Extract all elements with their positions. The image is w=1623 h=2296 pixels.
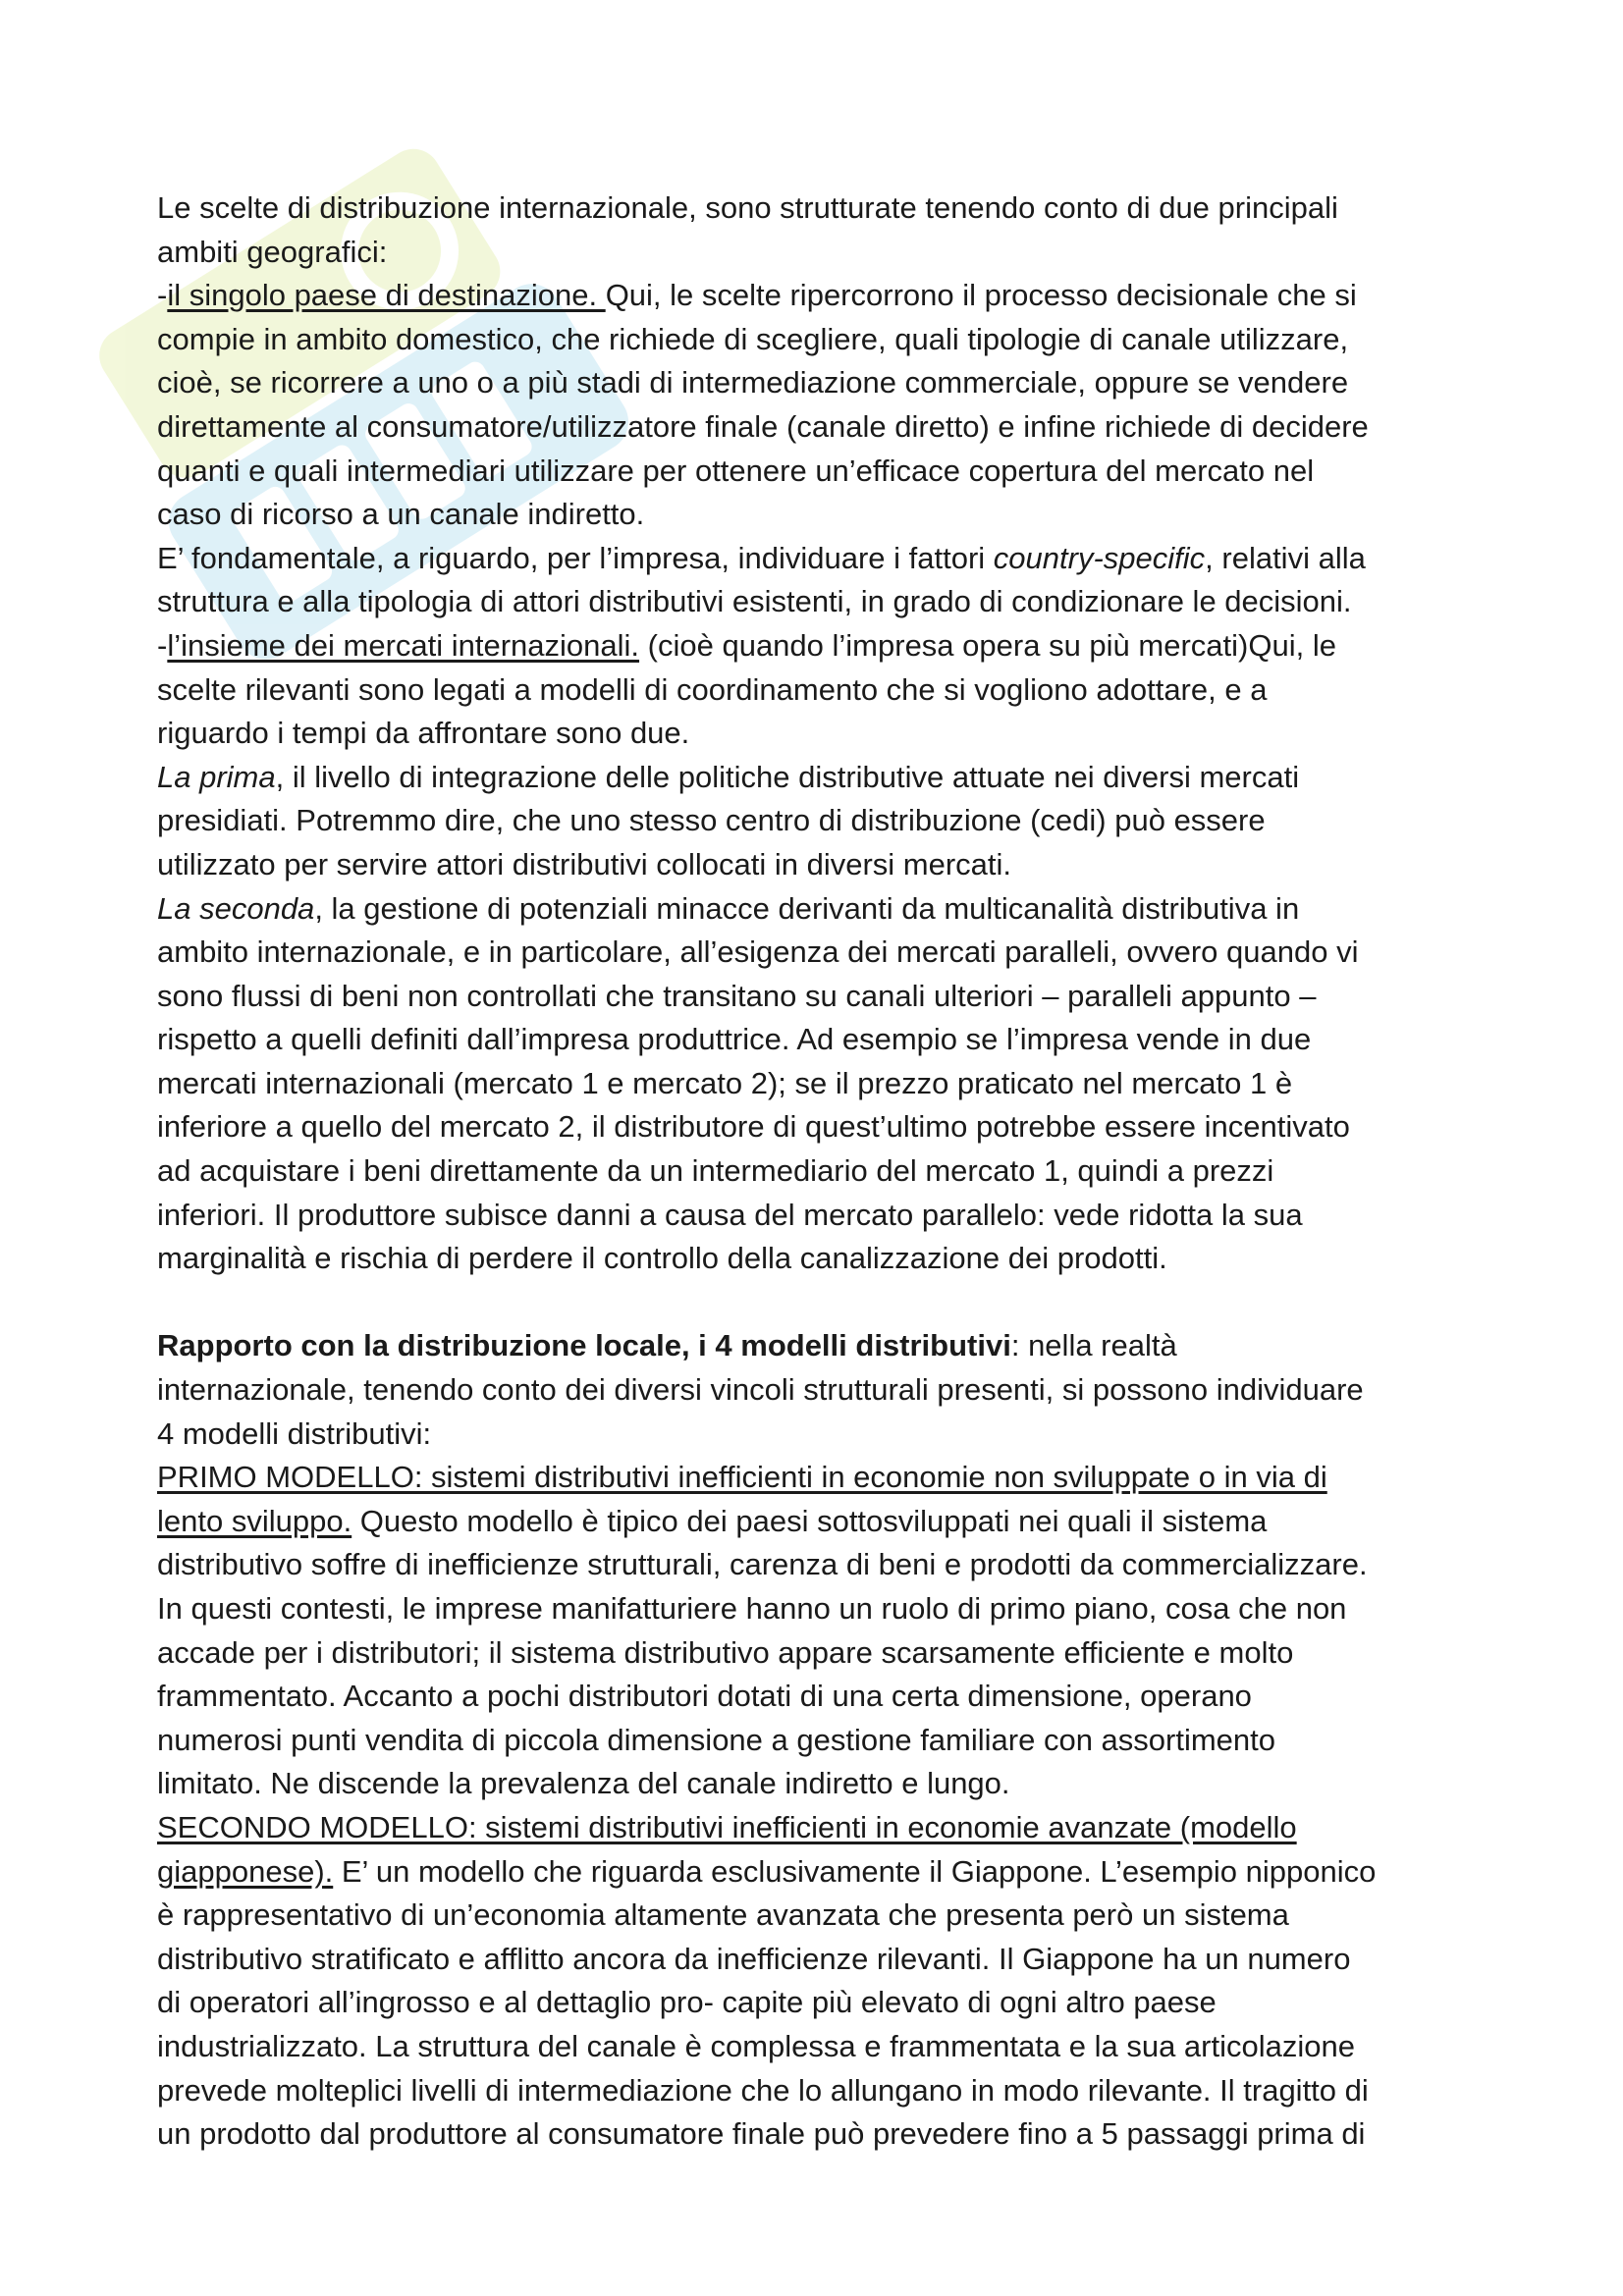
text-line: utilizzato per servire attori distributivi collocati in diversi mercati. — [157, 846, 1012, 881]
text-line: La seconda, la gestione di potenziali minacce derivanti da multicanalità distributiva in — [157, 890, 1300, 926]
text-line: ad acquistare i beni direttamente da un intermediario del mercato 1, quindi a prezzi — [157, 1153, 1274, 1189]
text-line: cioè, se ricorrere a uno o a più stadi di intermediazione commerciale, oppure se vendere — [157, 365, 1349, 400]
text-line: inferiore a quello del mercato 2, il distributore di quest’ultimo potrebbe essere incentivato — [157, 1109, 1350, 1145]
text-line: lento sviluppo. Questo modello è tipico dei paesi sottosviluppati nei quali il sistema — [157, 1503, 1268, 1538]
text-line: Le scelte di distribuzione internazionale, sono strutturate tenendo conto di due principali — [157, 190, 1338, 225]
text-line: direttamente al consumatore/utilizzatore finale (canale diretto) e infine richiede di decidere — [157, 408, 1369, 444]
model-heading: lento sviluppo. — [157, 1503, 352, 1538]
text-line: internazionale, tenendo conto dei diversi vincoli strutturali presenti, si possono individuare — [157, 1372, 1364, 1408]
text-line: 4 modelli distributivi: — [157, 1415, 432, 1451]
text-line: è rappresentativo di un’economia altamente avanzata che presenta però un sistema — [157, 1897, 1289, 1933]
text-line: ambito internazionale, e in particolare, all’esigenza dei mercati paralleli, ovvero quando vi — [157, 934, 1359, 970]
model-heading: SECONDO MODELLO: sistemi distributivi inefficienti in economie avanzate (modello — [157, 1809, 1297, 1844]
text-line: In questi contesti, le imprese manifatturiere hanno un ruolo di primo piano, cosa che non — [157, 1591, 1347, 1626]
text-line: distributivo soffre di inefficienze strutturali, carenza di beni e prodotti da commercializzare. — [157, 1547, 1368, 1582]
text-line: un prodotto dal produttore al consumatore finale può prevedere fino a 5 passaggi prima di — [157, 2116, 1366, 2152]
text-line — [157, 1456, 1492, 1500]
text-line: Rapporto con la distribuzione locale, i 4 modelli distributivi: nella realtà — [157, 1328, 1177, 1363]
text-line: giapponese). E’ un modello che riguarda esclusivamente il Giappone. L’esempio nipponico — [157, 1853, 1377, 1889]
text-line: E’ fondamentale, a riguardo, per l’impresa, individuare i fattori country-specific, relativi alla — [157, 540, 1366, 575]
text-line: scelte rilevanti sono legati a modelli di coordinamento che si vogliono adottare, e a — [157, 671, 1268, 707]
text-line: numerosi punti vendita di piccola dimensione a gestione familiare con assortimento — [157, 1722, 1276, 1757]
text-line: rispetto a quelli definiti dall’impresa produttrice. Ad esempio se l’impresa vende in due — [157, 1022, 1312, 1057]
underlined-heading: l’insieme dei mercati internazionali. — [167, 627, 640, 663]
text-line — [157, 1806, 1492, 1850]
section-heading: Rapporto con la distribuzione locale, i 4 modelli distributivi — [157, 1328, 1011, 1363]
text-line: La prima, il livello di integrazione delle politiche distributive attuate nei diversi mercati — [157, 759, 1300, 794]
text-line: industrializzato. La struttura del canale è complessa e frammentata e la sua articolazione — [157, 2028, 1355, 2063]
text-line: struttura e alla tipologia di attori distributivi esistenti, in grado di condizionare le decisioni. — [157, 584, 1352, 619]
text-line: ambiti geografici: — [157, 234, 388, 269]
document-body — [157, 187, 1492, 2157]
text-line: marginalità e rischia di perdere il controllo della canalizzazione dei prodotti. — [157, 1241, 1167, 1276]
text-line: compie in ambito domestico, che richiede di scegliere, quali tipologie di canale utilizzare, — [157, 321, 1349, 356]
paragraph-gap — [157, 1281, 1492, 1325]
text-line: caso di ricorso a un canale indiretto. — [157, 497, 645, 532]
text-line: -l’insieme dei mercati internazionali. (cioè quando l’impresa opera su più mercati)Qui, le — [157, 627, 1336, 663]
model-heading: giapponese). — [157, 1853, 334, 1889]
underlined-heading: il singolo paese di destinazione. — [167, 278, 606, 313]
text-line: di operatori all’ingrosso e al dettaglio pro- capite più elevato di ogni altro paese — [157, 1985, 1217, 2020]
text-line: quanti e quali intermediari utilizzare per ottenere un’efficace copertura del mercato nel — [157, 453, 1315, 488]
text-line: frammentato. Accanto a pochi distributori dotati di una certa dimensione, operano — [157, 1679, 1252, 1714]
text-line: riguardo i tempi da affrontare sono due. — [157, 716, 690, 751]
text-line: inferiori. Il produttore subisce danni a causa del mercato parallelo: vede ridotta la sua — [157, 1197, 1303, 1232]
italic-term: La prima — [157, 759, 276, 794]
text-line: limitato. Ne discende la prevalenza del canale indiretto e lungo. — [157, 1766, 1010, 1801]
text-line: distributivo stratificato e afflitto ancora da inefficienze rilevanti. Il Giappone ha un numero — [157, 1941, 1351, 1976]
text-line: -il singolo paese di destinazione. Qui, le scelte ripercorrono il processo decisionale che si — [157, 278, 1357, 313]
italic-term: La seconda — [157, 890, 315, 926]
text-line: sono flussi di beni non controllati che transitano su canali ulteriori – paralleli appunto – — [157, 978, 1317, 1013]
model-heading: PRIMO MODELLO: sistemi distributivi inefficienti in economie non sviluppate o in via di — [157, 1460, 1327, 1495]
text-line: prevede molteplici livelli di intermediazione che lo allungano in modo rilevante. Il tragitto di — [157, 2072, 1369, 2108]
text-line: mercati internazionali (mercato 1 e mercato 2); se il prezzo praticato nel mercato 1 è — [157, 1065, 1293, 1100]
text-line: presidiati. Potremmo dire, che uno stesso centro di distribuzione (cedi) può essere — [157, 803, 1266, 838]
italic-term: country-specific — [993, 540, 1206, 575]
text-line: accade per i distributori; il sistema distributivo appare scarsamente efficiente e molto — [157, 1634, 1294, 1670]
